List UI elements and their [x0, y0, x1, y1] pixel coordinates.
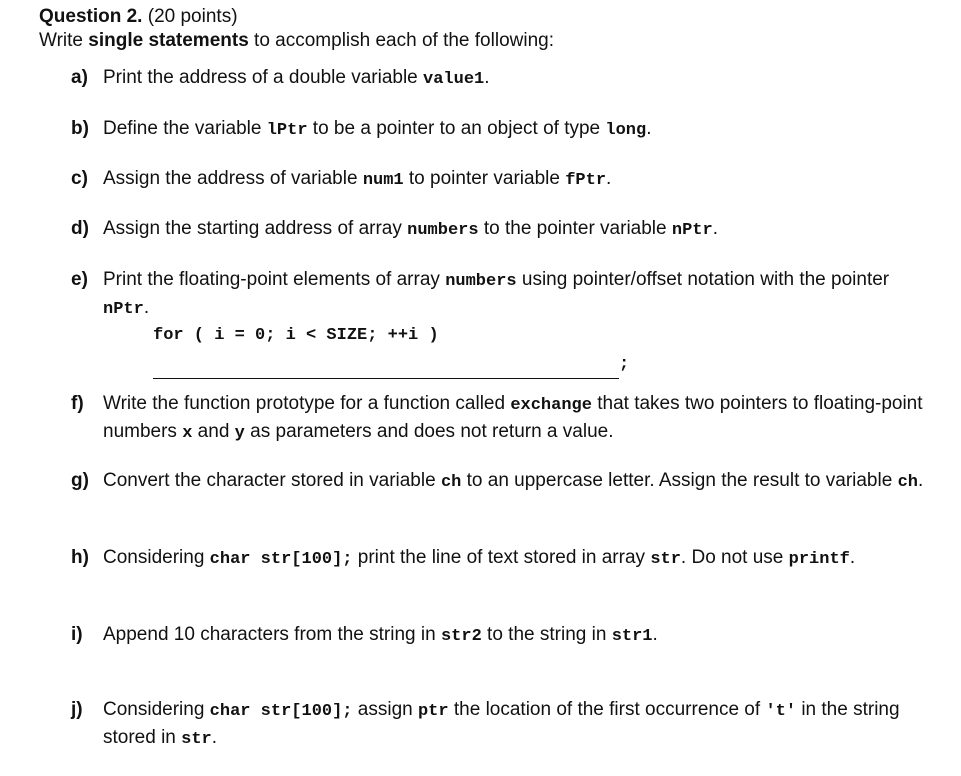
item-text: Considering char str[100]; assign ptr the location of the first occurrence of 't' in the string stored in str. — [103, 699, 900, 749]
item-label: b) — [71, 118, 89, 139]
item-d — [71, 216, 931, 244]
item-text: Assign the address of variable num1 to pointer variable fPtr. — [103, 168, 612, 190]
item-a — [71, 65, 931, 93]
instr-post: to accomplish each of the following: — [248, 30, 554, 51]
code-for-loop: for ( i = 0; i < SIZE; ++i ) — [153, 326, 439, 345]
item-label: e) — [71, 269, 88, 290]
item-j — [71, 697, 931, 753]
question-header — [39, 5, 554, 53]
item-text: Assign the starting address of array numbers to the pointer variable nPtr. — [103, 218, 718, 240]
question-title: Question 2. — [39, 6, 143, 27]
semicolon: ; — [619, 355, 630, 374]
item-h — [71, 545, 931, 573]
item-label: h) — [71, 547, 89, 568]
question-instructions — [39, 29, 554, 53]
item-text: Print the floating-point elements of array numbers using pointer/offset notation with the pointer nPtr. for ( i = 0; i < SIZE; ++i ) ; — [103, 267, 931, 379]
item-label: a) — [71, 67, 88, 88]
item-label: f) — [71, 393, 84, 414]
item-text: Print the address of a double variable value1. — [103, 67, 490, 89]
item-label: g) — [71, 470, 89, 491]
question-title-line — [39, 5, 554, 29]
item-text: Considering char str[100]; print the line of text stored in array str. Do not use printf. — [103, 547, 856, 569]
answer-blank-row — [103, 349, 931, 379]
item-text: Write the function prototype for a function called exchange that takes two pointers to floating-point numbers x and y as parameters and does not return a value. — [103, 393, 923, 443]
instr-pre: Write — [39, 30, 89, 51]
item-text: Append 10 characters from the string in str2 to the string in str1. — [103, 624, 658, 646]
item-label: d) — [71, 218, 89, 239]
item-text: Convert the character stored in variable ch to an uppercase letter. Assign the result to variable ch. — [103, 470, 924, 492]
instr-bold: single statements — [88, 30, 249, 51]
item-b — [71, 116, 931, 144]
item-label: c) — [71, 168, 88, 189]
item-f — [71, 391, 931, 447]
item-e — [71, 267, 931, 379]
item-label: i) — [71, 624, 83, 645]
item-label: j) — [71, 699, 83, 720]
question-points: (20 points) — [147, 6, 238, 27]
item-g — [71, 468, 931, 496]
answer-blank[interactable] — [153, 356, 619, 379]
item-text: Define the variable lPtr to be a pointer to an object of type long. — [103, 118, 652, 140]
item-i — [71, 622, 931, 650]
item-c — [71, 166, 931, 194]
